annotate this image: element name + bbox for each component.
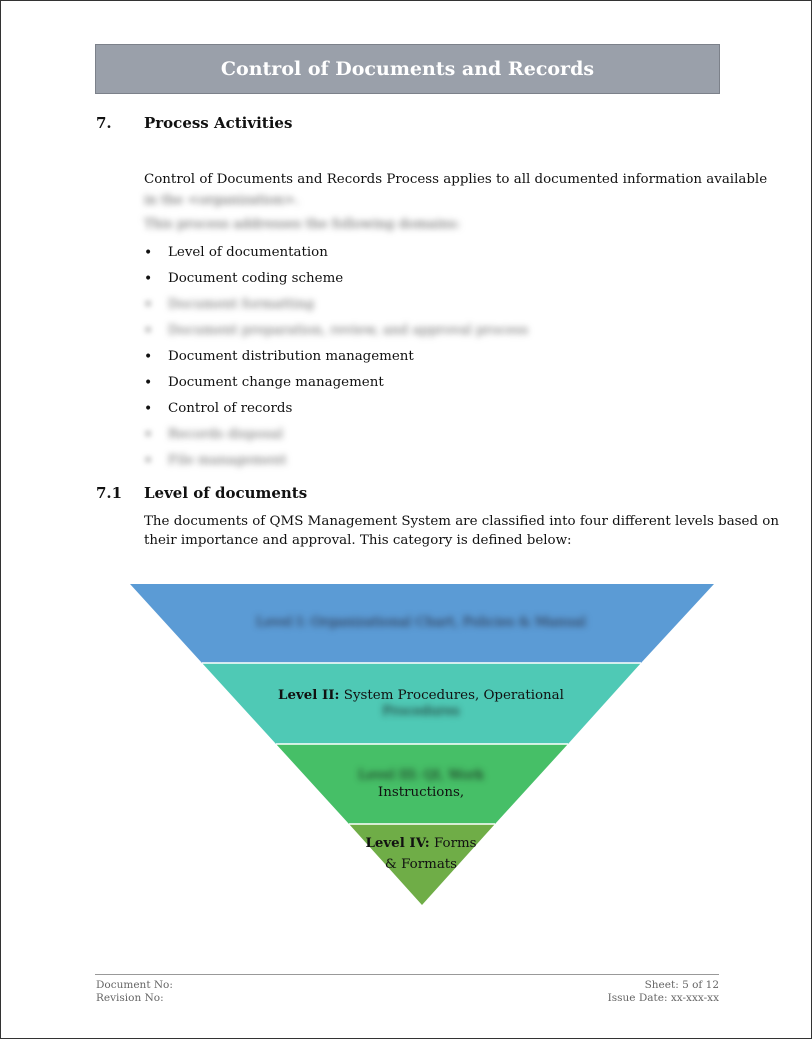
domains-list-item-text: File management bbox=[168, 453, 287, 468]
levels-paragraph-line1: The documents of QMS Management System are classified into four different levels based on bbox=[144, 514, 779, 529]
level-2-heading: Level II: bbox=[278, 687, 340, 703]
footer-issue-date: Issue Date: xx-xxx-xx bbox=[607, 992, 719, 1004]
pyramid-level-2-label-line2: Procedures bbox=[382, 704, 460, 719]
level-2-text: System Procedures, Operational bbox=[343, 688, 564, 703]
domains-list-item-text: Document change management bbox=[168, 375, 384, 390]
domains-list-item-text: Document coding scheme bbox=[168, 271, 344, 286]
intro-paragraph-continued: in the <organization>. bbox=[144, 193, 300, 208]
subsection-title: Level of documents bbox=[144, 484, 308, 502]
level-4-text: Forms bbox=[433, 836, 477, 851]
pyramid-level-4-label bbox=[346, 832, 496, 855]
level-4-heading: Level IV: bbox=[365, 835, 430, 851]
intro-paragraph: Control of Documents and Records Process applies to all documented information available bbox=[144, 172, 768, 187]
footer-revision-no: Revision No: bbox=[96, 992, 164, 1004]
document-levels-pyramid bbox=[1, 1, 811, 1038]
page-title: Control of Documents and Records bbox=[220, 58, 595, 80]
footer-divider bbox=[95, 974, 719, 975]
domains-list-item-text: Document formatting bbox=[168, 297, 315, 312]
footer-document-no: Document No: bbox=[96, 979, 173, 991]
pyramid-level-3-label-line2: Instructions, bbox=[377, 785, 465, 800]
domains-list-item-text: Document preparation, review, and approval process bbox=[168, 323, 529, 338]
section-number: 7. bbox=[96, 114, 112, 132]
levels-paragraph-line2: their importance and approval. This category is defined below: bbox=[144, 533, 572, 548]
pyramid-level-3-label-line1: Level III: QI, Work bbox=[358, 768, 484, 783]
domains-list-item-text: Document distribution management bbox=[168, 349, 414, 364]
domains-list-item-text: Records disposal bbox=[168, 427, 284, 442]
footer-sheet-number: Sheet: 5 of 12 bbox=[644, 979, 719, 991]
domains-list-item-text: Control of records bbox=[168, 401, 293, 416]
section-title: Process Activities bbox=[144, 114, 293, 132]
domains-intro: This process addresses the following domains: bbox=[144, 217, 461, 232]
domains-list-item-text: Level of documentation bbox=[168, 245, 328, 260]
subsection-number: 7.1 bbox=[96, 484, 123, 502]
pyramid-level-1-label: Level I: Organizational Chart, Policies & Manual bbox=[255, 615, 587, 630]
pyramid-level-4-label-line2: & Formats bbox=[384, 857, 458, 872]
